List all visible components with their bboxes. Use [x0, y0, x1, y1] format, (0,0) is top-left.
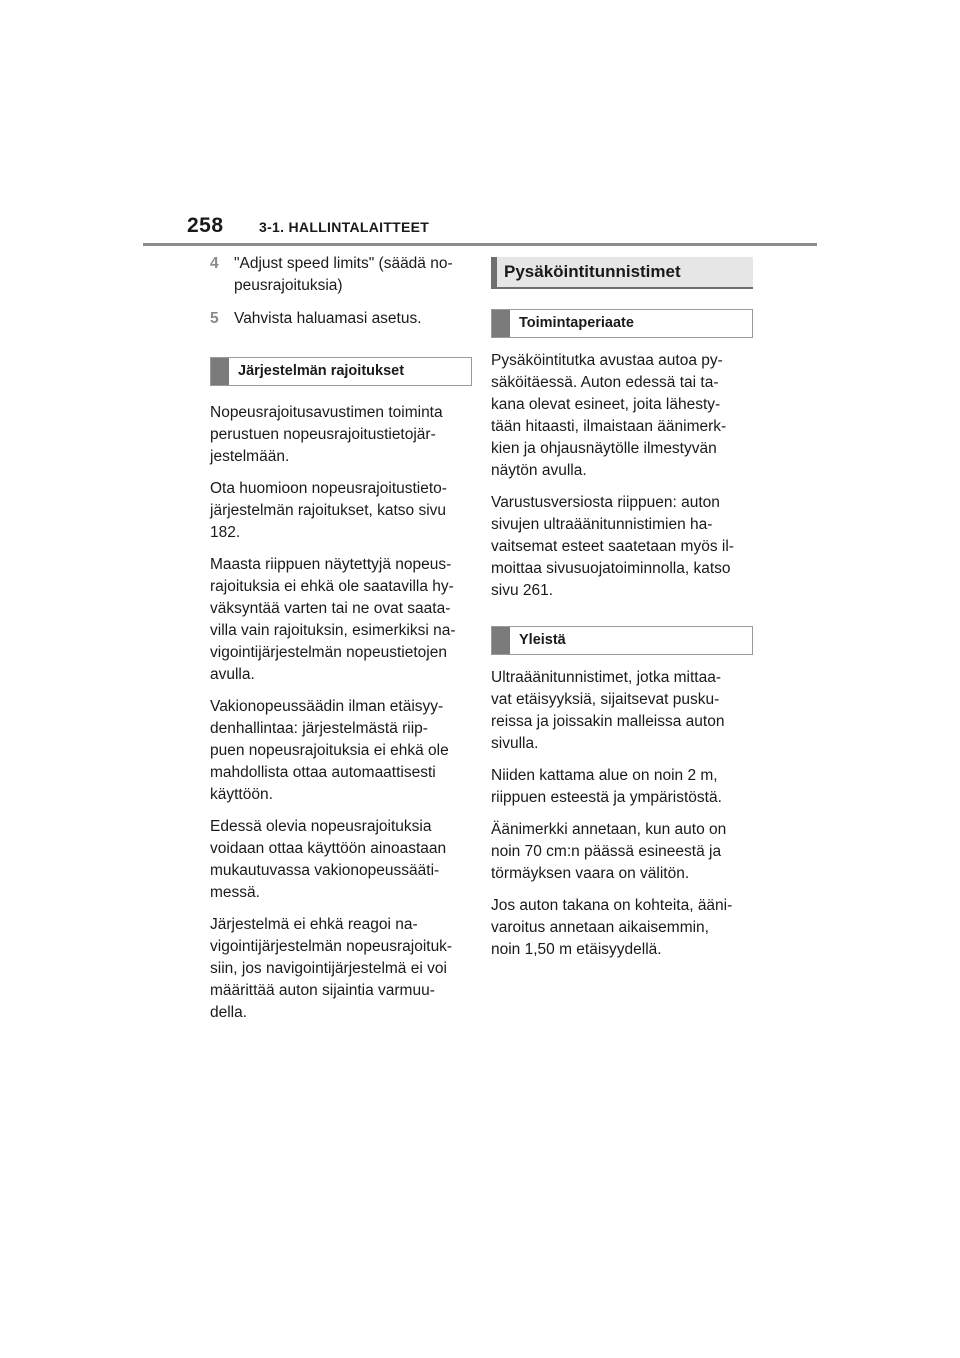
step-line: Vahvista haluamasi asetus.: [234, 310, 422, 327]
subsection-bar: [492, 310, 510, 337]
subsection-bar: [211, 358, 229, 385]
paragraph: Varustusversiosta riippuen: auton sivujen ultraäänitunnistimien ha- vaitsemat esteet saatetaan myös il- moittaa sivusuojatoiminnolla, katso sivu 261.: [491, 494, 734, 599]
header-rule: [143, 243, 817, 246]
paragraph: Vakionopeussäädin ilman etäisyy- denhallintaa: järjestelmästä riip- puen nopeusrajoituksia ei ehkä ole mahdollista ottaa automaattisesti käyttöön.: [210, 698, 449, 803]
subsection-title: Järjestelmän rajoitukset: [238, 363, 405, 379]
subsection-bar: [492, 627, 510, 654]
subsection-title: Toimintaperiaate: [519, 315, 634, 331]
page-number: 258: [187, 214, 224, 237]
step-number: 4: [210, 255, 219, 272]
paragraph: Ultraäänitunnistimet, jotka mittaa- vat etäisyyksiä, sijaitsevat pusku- reissa ja joissakin malleissa auton sivulla.: [491, 669, 725, 752]
section-title: 3-1. HALLINTALAITTEET: [259, 219, 430, 235]
paragraph: Jos auton takana on kohteita, ääni- varoitus annetaan aikaisemmin, noin 1,50 m etäisyydellä.: [491, 897, 733, 958]
paragraph: Ota huomioon nopeusrajoitustieto- järjestelmän rajoitukset, katso sivu 182.: [210, 480, 447, 541]
section-heading: [491, 257, 753, 289]
subsection-box: [491, 309, 753, 338]
paragraph: Pysäköintitutka avustaa autoa py- säköitäessä. Auton edessä tai ta- kana olevat esineet, joita lähesty- tään hitaasti, ilmaistaan äänimerk- kien ja ohjausnäytölle ilmestyvän näytön avulla.: [491, 352, 727, 479]
section-heading-title: Pysäköintitunnistimet: [504, 262, 681, 281]
step-item: [210, 253, 472, 297]
step-number: 5: [210, 310, 219, 327]
paragraph: Edessä olevia nopeusrajoituksia voidaan ottaa käyttöön ainoastaan mukautuvassa vakionopeussääti- messä.: [210, 818, 447, 901]
left-column: [210, 253, 472, 1034]
subsection-box: [491, 626, 753, 655]
step-line: "Adjust speed limits" (säädä no-: [234, 255, 453, 272]
paragraph: Järjestelmä ei ehkä reagoi na- vigointijärjestelmän nopeusrajoituk- siin, jos navigointijärjestelmä ei voi määrittää auton sijaintia varmuu- della.: [210, 916, 453, 1021]
step-item: [210, 308, 472, 330]
heading-bar: [491, 257, 497, 289]
subsection-box: [210, 357, 472, 386]
step-line: peusrajoituksia): [234, 277, 343, 294]
paragraph: Maasta riippuen näytettyjä nopeus- rajoituksia ei ehkä ole saatavilla hy- väksyntää varten tai ne ovat saata- villa vain rajoituksin, esimerkiksi na- vigointijärjestelmän nopeustietojen avulla.: [210, 556, 456, 683]
paragraph: Äänimerkki annetaan, kun auto on noin 70 cm:n päässä esineestä ja törmäyksen vaara on välitön.: [491, 821, 727, 882]
right-column: [491, 257, 753, 971]
paragraph: Niiden kattama alue on noin 2 m, riippuen esteestä ja ympäristöstä.: [491, 767, 722, 806]
subsection-title: Yleistä: [519, 632, 566, 648]
paragraph: Nopeusrajoitusavustimen toiminta perustuen nopeusrajoitustietojär- jestelmään.: [210, 404, 443, 465]
